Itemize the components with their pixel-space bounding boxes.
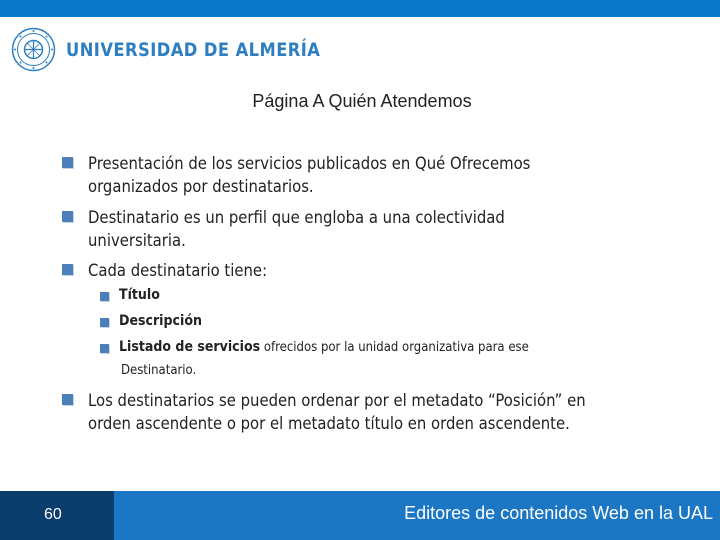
top-accent-bar: [0, 0, 720, 17]
bullet-icon: [62, 394, 73, 405]
sub-bullet-icon: [100, 292, 109, 301]
footer-title-box: [114, 491, 720, 540]
university-seal-icon: [11, 27, 56, 72]
bullet-ordenar: Los destinatarios se pueden ordenar por el metadato “Posición” en orden ascendente o por el metadato título en orden ascendente.: [88, 391, 586, 433]
bullet-icon: [62, 264, 73, 275]
bullet-destinatario: Destinatario es un perfil que engloba a una colectividad universitaria.: [88, 208, 505, 250]
page-number: 60: [44, 506, 62, 523]
university-name: UNIVERSIDAD DE ALMERÍA: [66, 39, 321, 61]
slide-title: Página A Quién Atendemos: [252, 91, 472, 111]
sub-bullet-listado: Listado de servicios ofrecidos por la unidad organizativa para ese: [119, 339, 529, 355]
sub-bullet-descripcion: Descripción: [119, 313, 202, 329]
sub-bullet-titulo: Título: [119, 287, 160, 303]
bullet-cada-destinatario: Cada destinatario tiene:: [88, 261, 268, 280]
footer-page-box: [0, 491, 114, 540]
sub-bullet-icon: [100, 318, 109, 327]
sub-bullet-listado-continuation: Destinatario.: [121, 363, 197, 378]
sub-bullet-icon: [100, 344, 109, 353]
bullet-icon: [62, 211, 73, 222]
footer-text: Editores de contenidos Web en la UAL: [404, 503, 713, 523]
bullet-presentacion: Presentación de los servicios publicados en Qué Ofrecemos organizados por destinatarios.: [88, 154, 531, 196]
bullet-icon: [62, 157, 73, 168]
footer: [0, 491, 720, 540]
